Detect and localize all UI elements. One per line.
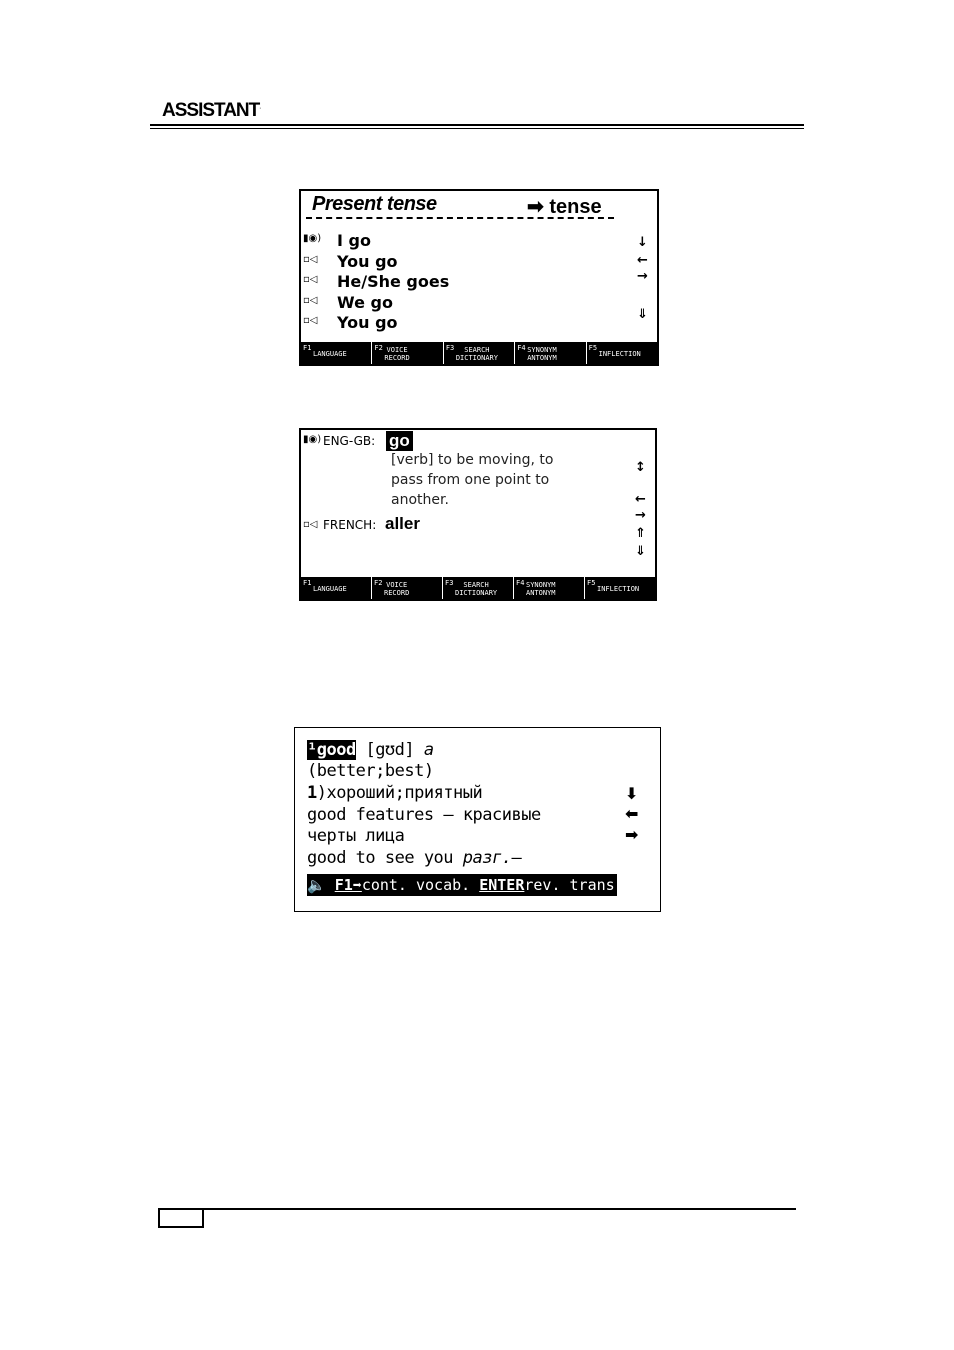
footer-rule <box>158 1208 796 1210</box>
function-key-bar <box>301 577 655 599</box>
function-key-bar <box>301 342 657 364</box>
conjugation-row[interactable]: We go <box>337 293 393 312</box>
arrow-down-icon: ⬇ <box>625 784 639 803</box>
page-down-icon: ⇓ <box>635 544 646 559</box>
transcription: [gʊd] <box>365 740 415 760</box>
target-language-label: FRENCH: <box>323 518 377 532</box>
definition-line: pass from one point to <box>391 472 550 488</box>
f1-language-key[interactable]: F1 LANGUAGE <box>301 342 372 364</box>
page-down-icon: ⇓ <box>637 307 648 322</box>
definition-line: another. <box>391 492 449 508</box>
arrow-right-icon: ➡ <box>625 825 639 844</box>
source-language-label: ENG-GB: <box>323 434 376 448</box>
f5-inflection-key[interactable]: F5 INFLECTION <box>588 344 641 358</box>
f4-synonym-antonym-key[interactable]: F4 SYNONYM ANTONYM <box>515 342 586 364</box>
speaker-icon[interactable]: ▫◁ <box>303 254 318 265</box>
speaker-icon[interactable]: ▫◁ <box>303 519 318 530</box>
conjugation-row[interactable]: You go <box>337 313 398 332</box>
title-divider <box>306 217 614 219</box>
arrow-left-icon: ← <box>635 492 646 507</box>
f4-synonym-antonym-key[interactable]: F4 SYNONYM ANTONYM <box>514 577 585 599</box>
f1-label: cont. vocab. <box>361 876 471 894</box>
f1-key[interactable]: F1➡ <box>334 876 362 894</box>
translation-word: aller <box>385 514 420 533</box>
speaker-active-icon[interactable]: ▮◉) <box>303 233 322 244</box>
header-rule-thin <box>150 128 804 129</box>
arrow-right-icon: → <box>637 269 648 284</box>
screen-present-tense <box>299 189 659 366</box>
headword: go <box>386 431 413 451</box>
arrow-up-down-icon: ↕ <box>635 460 646 475</box>
example-line: good features — красивые <box>307 805 541 825</box>
tense-link[interactable]: ➡ tense <box>527 196 602 218</box>
header-rule <box>150 124 804 126</box>
sense-line: 1)хороший;приятный <box>307 783 483 803</box>
arrow-left-icon: ⬅ <box>625 804 639 823</box>
page-up-icon: ⇑ <box>635 526 646 541</box>
speaker-icon[interactable]: 🔈 <box>307 876 326 894</box>
screen-dictionary-entry <box>294 727 661 912</box>
example-line: good to see you разг.— <box>307 848 522 868</box>
f3-search-dictionary-key[interactable]: F3 SEARCH DICTIONARY <box>444 342 515 364</box>
screen-translation <box>299 428 657 601</box>
example-line: черты лица <box>307 826 405 846</box>
headword: ¹good <box>307 740 356 760</box>
screen-title: Present tense <box>312 193 437 215</box>
conjugation-row[interactable]: He/She goes <box>337 272 450 291</box>
speaker-icon[interactable]: ▫◁ <box>303 274 318 285</box>
speaker-icon[interactable]: ▫◁ <box>303 315 318 326</box>
speaker-active-icon[interactable]: ▮◉) <box>303 434 322 445</box>
part-of-speech: a <box>423 740 434 760</box>
command-bar <box>307 874 617 896</box>
f5-inflection-key[interactable]: F5 INFLECTION <box>587 579 640 593</box>
f3-search-dictionary-key[interactable]: F3 SEARCH DICTIONARY <box>443 577 514 599</box>
enter-key[interactable]: ENTER <box>479 876 525 894</box>
page-number-box <box>158 1208 204 1228</box>
arrow-left-icon: ← <box>637 253 648 268</box>
arrow-down-icon: ↓ <box>637 235 648 250</box>
enter-label: rev. trans <box>524 876 615 894</box>
f1-language-key[interactable]: F1 LANGUAGE <box>301 577 372 599</box>
word-forms: (better;best) <box>307 761 434 781</box>
brand-logo: ASSISTANT. <box>162 100 261 121</box>
f2-voice-record-key[interactable]: F2 VOICE RECORD <box>372 577 443 599</box>
f2-voice-record-key[interactable]: F2 VOICE RECORD <box>372 342 443 364</box>
entry-headline <box>307 740 434 760</box>
speaker-icon[interactable]: ▫◁ <box>303 295 318 306</box>
conjugation-row[interactable]: I go <box>337 231 371 250</box>
definition-line: [verb] to be moving, to <box>391 452 554 468</box>
arrow-right-icon: → <box>635 508 646 523</box>
conjugation-row[interactable]: You go <box>337 252 398 271</box>
